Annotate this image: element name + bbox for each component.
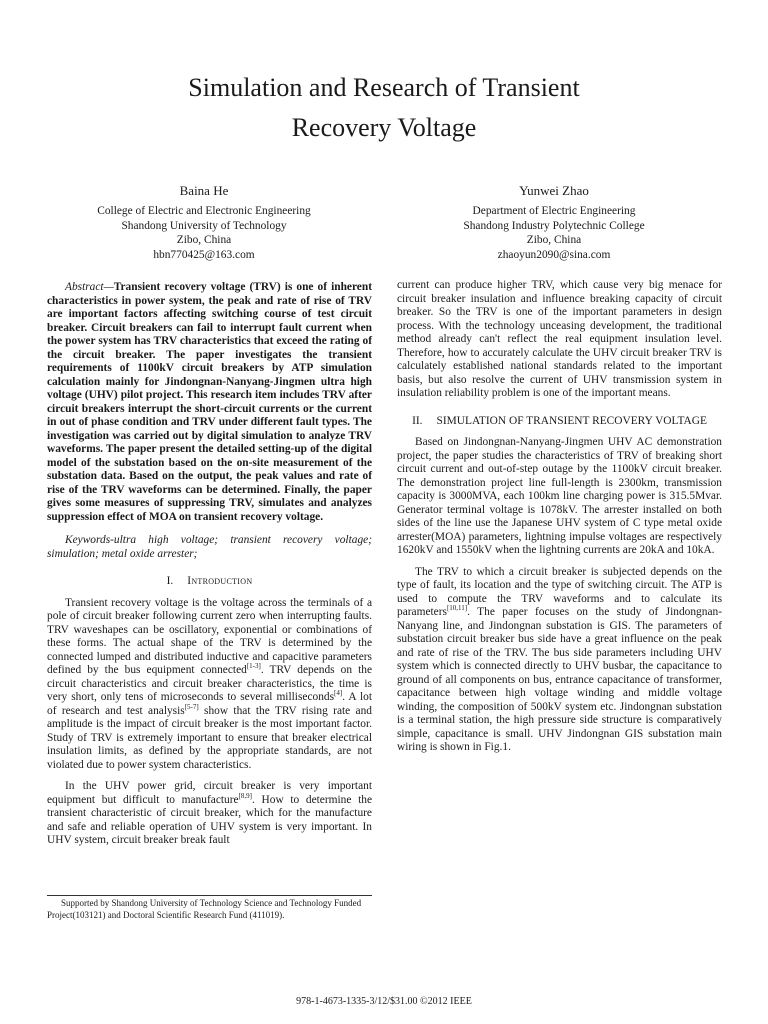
author-institution: Shandong Industry Polytechnic College [463,219,645,232]
paper-title [0,68,768,148]
intro-paragraph-1 [47,597,372,773]
text-run: . A lot of research and test analysis [47,691,372,717]
text-run: In the UHV power grid, circuit breaker is very important equipment but difficult to manufacture [47,780,372,806]
citation: [10,11] [446,604,468,613]
text-run: . TRV depends on the circuit characteristics and circuit breaker characteristics, the time is very short, only tens of microseconds to several milliseconds [47,664,372,703]
author-name: Yunwei Zhao [519,183,589,198]
author-department: Department of Electric Engineering [472,205,636,217]
author-email: zhaoyun2090@sina.com [497,248,611,261]
text-run: show that the TRV rising rate and amplitude is the impact of circuit breaker is the most important factor. Study of TRV is extremely important to ensure that breaker electrical insulation limits, as defined by the appropriate standards, are not violated due to power system characteristics. [47,704,372,771]
author-email: hbn770425@163.com [153,248,255,261]
section-heading-simulation [397,415,722,429]
text-run: . The paper focuses on the study of Jindongnan-Nanyang line, and Jindongnan substation is GIS. The parameters of substation circuit breaker bus side have a great influence on the peak and rate of rise of the TRV. The bus side parameters including UHV system which is connected directly to UHV busbar, the capacitance to ground of all components on bus, entrance capacitance of transformer, capacitance between high voltage winding and middle voltage winding, the composition of 500kV system etc. Jindongnan substation is a terminal station, the high pressure side structure is comparatively simple, capacitance is small. UHV Jindongnan GIS substation main wiring is shown in Fig.1. [397,606,722,753]
section-title: Introduction [187,575,253,587]
title-line-1: Simulation and Research of Transient [188,73,580,102]
text-run: Transient recovery voltage is the voltage across the terminals of a pole of circuit breaker following current zero when interrupting faults. TRV waveshapes can be oscillatory, exponential or combinations of these forms. The actual shape of the TRV is determined by the connected lumped and distributed inductive and capacitive parameters defined by the bus equipment connected [47,596,372,676]
paragraph-continued: current can produce higher TRV, which cause very big menace for circuit breaker insulation and influence breaking capacity of circuit breaker. So the TRV is one of the important parameters in design process. With the technology unceasing development, the traditional method already can't reflect the real equipment insulation level. Therefore, how to accurately calculate the UHV circuit breaker TRV is calculately established national standards related to the important basis, but also resolve the current of UHV transmission system in insulation reliability problem is one of the important means. [397,279,722,399]
abstract [47,281,372,524]
right-column [397,279,722,755]
text-run: The TRV to which a circuit breaker is subjected depends on the type of fault, its location and the type of switching circuit. The ATP is used to compute the TRV waveforms and to calculate its parameters [397,565,722,618]
author-block-1 [54,180,354,262]
author-city: Zibo, China [526,234,582,247]
left-column [47,281,372,848]
footnote-divider [47,895,372,896]
title-line-2: Recovery Voltage [291,113,477,142]
author-institution: Shandong University of Technology [121,219,287,232]
section-heading-introduction [47,575,372,589]
citation: [4] [334,689,343,698]
citation: [8,9] [238,791,253,800]
author-department: College of Electric and Electronic Engineering [97,205,311,217]
keywords: Keywords-ultra high voltage; transient recovery voltage; simulation; metal oxide arrester; [47,534,372,560]
section-title: SIMULATION OF TRANSIENT RECOVERY VOLTAGE [436,414,707,427]
abstract-text: Transient recovery voltage (TRV) is one of inherent characteristics in power system, the peak and rate of rise of TRV are important factors affecting switching course of test circuit breaker. Circuit breakers can fail to interrupt fault current when the power system has TRV characteristics that exceed the rating of the circuit breaker. The paper investigates the transient requirements of 1100kV circuit breakers by ATP simulation calculation mainly for Jindongnan-Nanyang-Jingmen ultra high voltage (UHV) pilot project. This research item includes TRV after circuit breakers interrupt the short-circuit currents or the current in out of phase condition and TRV under different fault types. The investigation was carried out by digital simulation to analyze TRV waveforms. The paper present the detailed setting-up of the digital model of the substation based on the on-site measurement of the substation data. Based on the output, the peak values and rate of rise of the TRV waveforms can be determined. Finally, the paper gives some measures of suppressing TRV, simulates and analyzes suppression effect of MOA on transient recovery voltage. [47,281,372,523]
citation: [1-3] [246,662,261,671]
simulation-paragraph-2 [397,566,722,755]
simulation-paragraph-1: Based on Jindongnan-Nanyang-Jingmen UHV AC demonstration project, the paper studies the characteristics of TRV of breaking short circuit current and out-of-step outage by the 1100kV circuit breaker. The demonstration project line full-length is 2300km, transmission capacity is 3000MVA, each 100km line charging power is 315.5Mvar. Generator terminal voltage is 1078kV. The arrester installed on both sides of the line use the Japanese UHV system of C type metal oxide arrester(MOA) parameters, lightning impulse voltages are respectively 1620kV and 1550kV when the lightning currents are 20kA and 10kA. [397,436,722,556]
copyright-footer: 978-1-4673-1335-3/12/$31.00 ©2012 IEEE [296,996,472,1007]
intro-paragraph-2 [47,780,372,848]
citation: [5-7] [184,702,199,711]
section-number: I. [166,575,174,587]
text-run: . How to determine the transient characteristic of circuit breaker, which for the manufacture and safe and reliable operation of UHV system is very important. In UHV system, circuit breaker break fault [47,793,373,846]
abstract-label: Abstract— [65,281,114,293]
funding-footnote: Supported by Shandong University of Technology Science and Technology Funded Project(103121) and Doctoral Scientific Research Fund (411019). [47,898,362,920]
author-block-2 [404,180,704,262]
author-name: Baina He [179,183,229,198]
section-number: II. [412,414,423,427]
author-city: Zibo, China [176,234,232,247]
